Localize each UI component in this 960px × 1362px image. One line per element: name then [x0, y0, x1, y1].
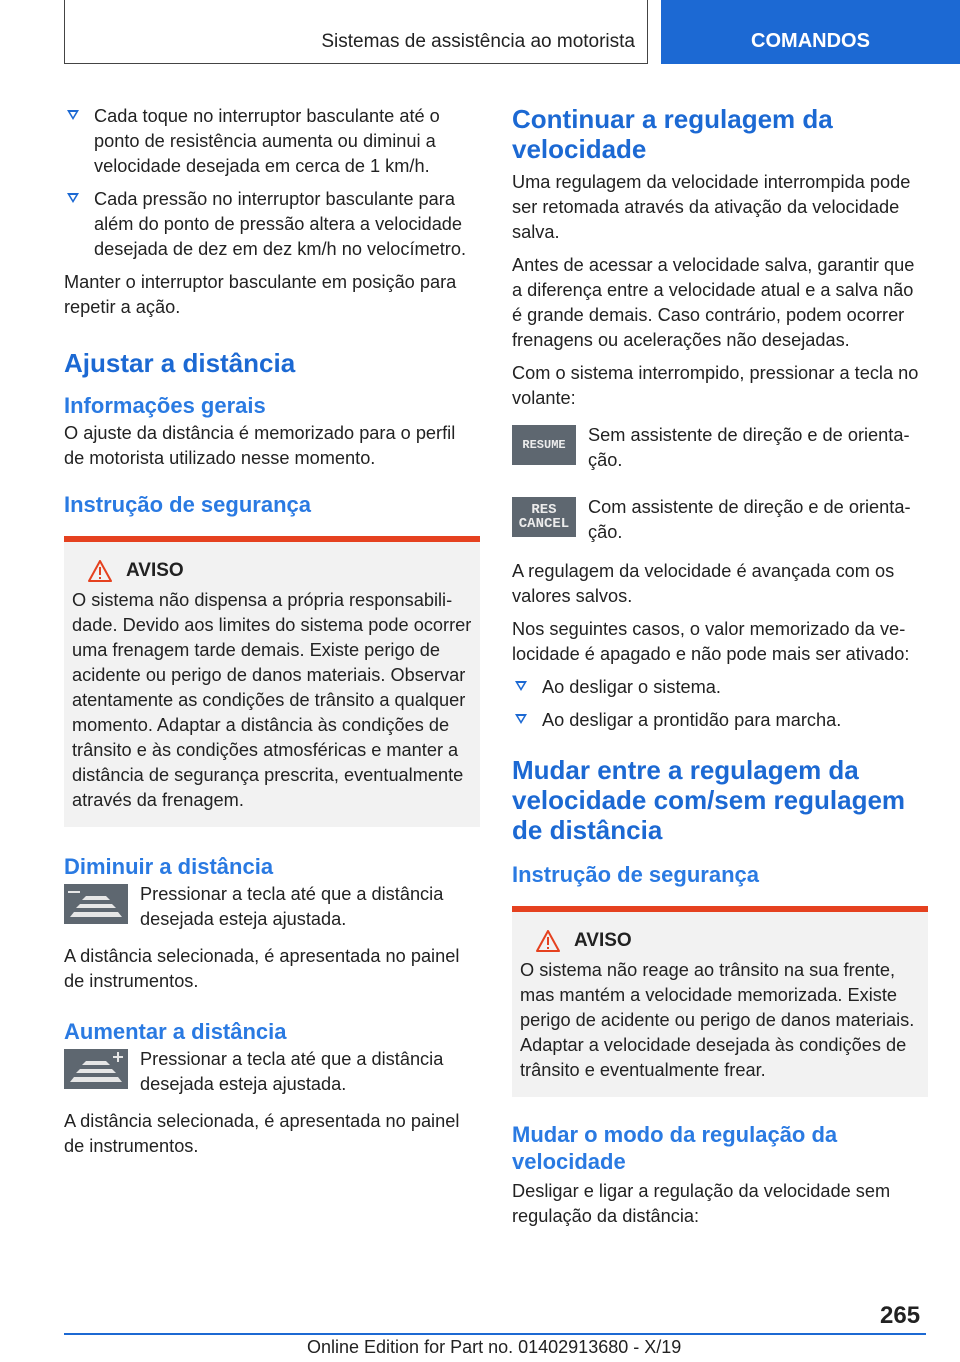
- key-row-rescancel: [512, 495, 928, 545]
- res-cancel-key: [512, 497, 576, 537]
- heading-adjust-distance: Ajustar a distância: [64, 348, 296, 378]
- distance-decrease-icon: [64, 884, 128, 924]
- warning-text: O sistema não reage ao trânsito na sua frente, mas mantém a velocidade memorizada. Existe perigo de acidente ou perigo de danos materiais. Adaptar a velocidade desejada às condições de trânsito e eventualmente frear.: [520, 960, 915, 1080]
- distance-increase-key: [64, 1049, 128, 1089]
- warning-triangle-icon: [536, 930, 560, 952]
- warning-label: AVISO: [126, 560, 184, 581]
- page-number: 265: [880, 1302, 921, 1329]
- triangle-bullet-icon: [515, 714, 527, 724]
- list-item: [512, 675, 928, 700]
- chapter-tab[interactable]: COMANDOS: [661, 0, 960, 64]
- paragraph: A distância selecionada, é apresentada no painel de instrumentos.: [64, 1111, 460, 1156]
- warning-label: AVISO: [574, 930, 632, 951]
- heading-increase-distance: Aumentar a distância: [64, 1019, 287, 1044]
- paragraph: Antes de acessar a velocidade salva, garantir que a diferença entre a velocidade atual e a salva não é grande demais. Caso contrário, podem ocorrer frenagens ou acelerações não desejadas.: [512, 255, 915, 350]
- key-row-resume: [512, 423, 928, 473]
- key-description: Pressionar a tecla até que a distância desejada esteja ajustada.: [140, 884, 444, 929]
- triangle-bullet-icon: [67, 110, 79, 120]
- list-item: [64, 187, 480, 262]
- list-item-text: Ao desligar a prontidão para marcha.: [542, 710, 842, 730]
- heading-continue-speed: Continuar a regulagem da velocidade: [512, 104, 833, 164]
- right-column: [512, 104, 928, 1237]
- paragraph: O ajuste da distância é memorizado para o perfil de motorista utilizado nesse momento.: [64, 423, 456, 468]
- warning-triangle-icon: [88, 560, 112, 582]
- key-description: Com assistente de direção e de orientação.: [588, 497, 911, 542]
- warning-box: [512, 906, 928, 1097]
- list-item: [64, 104, 480, 179]
- paragraph: A regulagem da velocidade é avançada com os valores salvos.: [512, 561, 895, 606]
- heading-decrease-distance: Diminuir a distância: [64, 854, 274, 879]
- key-description: Sem assistente de direção e de orientação.: [588, 425, 910, 470]
- list-item-text: Ao desligar o sistema.: [542, 677, 721, 697]
- heading-change-mode: Mudar o modo da regulação da velocidade: [512, 1122, 838, 1174]
- res-cancel-key-label: RES CANCEL: [518, 502, 570, 532]
- key-row-increase: [64, 1047, 480, 1097]
- footer-divider: [64, 1333, 926, 1335]
- header-frame: [64, 0, 648, 64]
- list-item: [512, 708, 928, 733]
- paragraph: A distância selecionada, é apresentada no painel de instrumentos.: [64, 946, 460, 991]
- distance-decrease-key: [64, 884, 128, 924]
- key-description: Pressionar a tecla até que a distância desejada esteja ajustada.: [140, 1049, 444, 1094]
- distance-increase-icon: [64, 1049, 128, 1089]
- heading-safety: Instrução de segurança: [512, 862, 759, 887]
- section-title: Sistemas de assistência ao motorista: [321, 31, 635, 52]
- resume-key-label: RESUME: [522, 438, 566, 452]
- heading-general-info: Informações gerais: [64, 393, 266, 418]
- warning-box: [64, 536, 480, 827]
- left-column: [64, 104, 480, 1167]
- key-row-decrease: [64, 882, 480, 932]
- paragraph: Desligar e ligar a regulação da velocidade sem regulação da distância:: [512, 1181, 891, 1226]
- warning-header: [536, 930, 920, 952]
- paragraph: Com o sistema interrompido, pressionar a tecla no volante:: [512, 363, 919, 408]
- heading-safety: Instrução de segurança: [64, 492, 311, 517]
- triangle-bullet-icon: [67, 193, 79, 203]
- list-item-text: Cada toque no interruptor basculante até o ponto de resistência aumenta ou diminui a velocidade desejada em cerca de 1 km/h.: [94, 106, 440, 176]
- paragraph: Nos seguintes casos, o valor memorizado da velocidade é apagado e não pode mais ser ativado:: [512, 619, 910, 664]
- warning-header: [88, 560, 472, 582]
- warning-text: O sistema não dispensa a própria responsabilidade. Devido aos limites do sistema pode ocorrer uma frenagem tarde demais. Existe perigo de acidente ou perigo de danos materiais. Observar atentamente as condições de trânsito a qualquer momento. Adaptar a distância às condições de trânsito e às condições atmosféricas e manter a distância de segurança prescrita, eventualmente através da frenagem.: [72, 590, 472, 810]
- heading-switch-regulation: Mudar entre a regulagem da velocidade com/sem regulagem de distância: [512, 755, 906, 845]
- paragraph: Uma regulagem da velocidade interrompida pode ser retomada através da ativação da velocidade salva.: [512, 172, 911, 242]
- triangle-bullet-icon: [515, 681, 527, 691]
- resume-key: [512, 425, 576, 465]
- list-item-text: Cada pressão no interruptor basculante para além do ponto de pressão altera a velocidade desejada de dez em dez km/h no velocímetro.: [94, 189, 467, 259]
- footer-edition: Online Edition for Part no. 01402913680 - X/19: [307, 1337, 682, 1357]
- paragraph: Manter o interruptor basculante em posição para repetir a ação.: [64, 272, 457, 317]
